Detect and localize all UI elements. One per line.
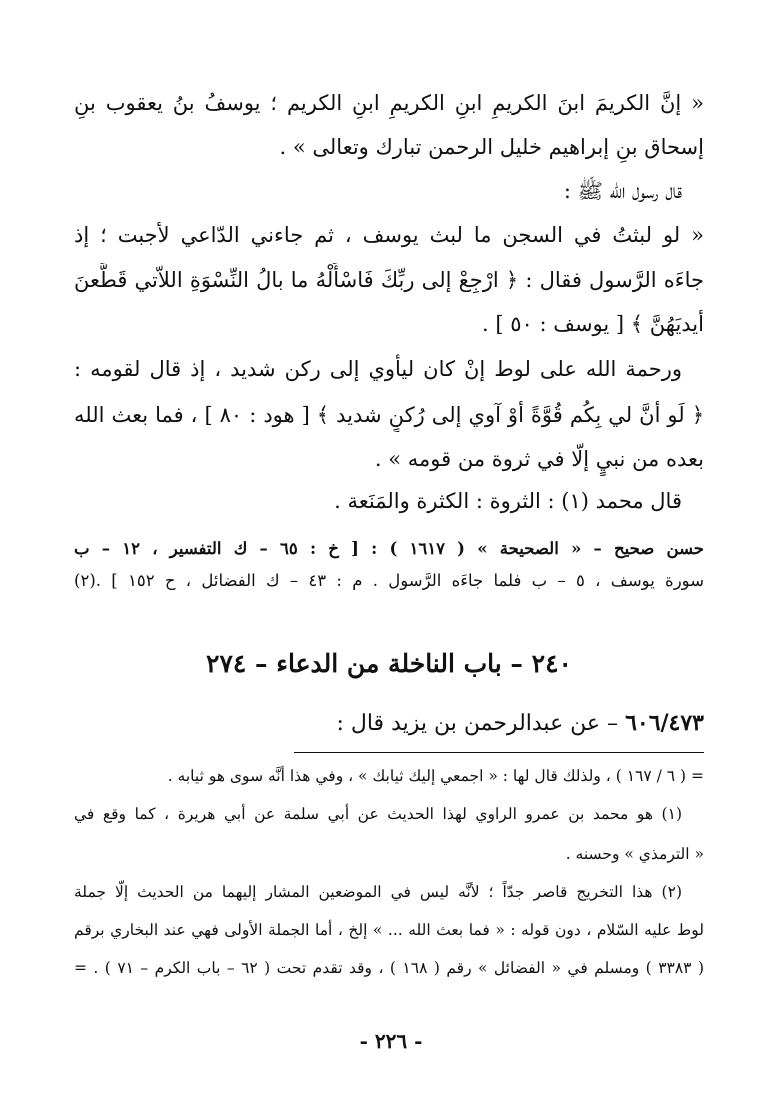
chapter-title: ٢٤٠ – باب الناخلة من الدعاء – ٢٧٤: [206, 649, 572, 678]
hadith-number: ٦٠٦/٤٧٣: [625, 710, 704, 736]
footnote-line-2: (١) هو محمد بن عمرو الراوي لهذا الحديث عن أبي سلمة عن أبي هريرة ، كما وقع في: [74, 805, 682, 823]
text-line-4: « لو لبثتُ في السجن ما لبث يوسف ، ثم جاءني الدّاعي لأجبت ؛ إذ: [74, 223, 704, 247]
footnote-line-6: ( ٣٣٨٣ ) ومسلم في « الفضائل » رقم ( ١٦٨ ) ، وقد تقدم تحت ( ٦٢ – باب الكرم – ٧١ ) . =: [74, 959, 704, 977]
text-line-8: ﴿ لَو أنَّ لي بِكُم قُوَّةً أوْ آوي إلى رُكنٍ شديد ﴾ [ هود : ٨٠ ] ، فما بعث الله: [74, 403, 704, 427]
text-line-1: « إنَّ الكريمَ ابنَ الكريمِ ابنِ الكريمِ ابنِ الكريم ؛ يوسفُ بنُ يعقوب بنِ: [74, 91, 704, 115]
text-line-6: أيديَهُنَّ ﴾ [ يوسف : ٥٠ ] .: [482, 312, 704, 336]
footnote-line-3: « الترمذي » وحسنه .: [565, 845, 704, 863]
footnote-line-5: لوط عليه السّلام ، دون قوله : « فما بعث الله ... » إلخ ، أما الجملة الأولى فهي عند البخاري برقم: [74, 921, 704, 939]
text-line-3: قال رسول الله ﷺ :: [563, 179, 682, 203]
text-line-5: جاءَه الرَّسول فقال : ﴿ ارْجِعْ إلى ربِّكَ فَاسْأَلْهُ ما بالُ النِّسْوَةِ اللاّتي قَطَّعنَ: [74, 268, 704, 292]
footnote-line-1: = ( ٦ / ١٦٧ ) ، ولذلك قال لها : « اجمعي إليك ثيابك » ، وفي هذا أنَّه سوى هو ثيابه .: [167, 767, 704, 785]
text-line-7: ورحمة الله على لوط إنْ كان ليأوي إلى ركن شديد ، إذ قال لقومه :: [74, 357, 682, 381]
text-line-9: بعده من نبيٍ إلّا في ثروة من قومه » .: [374, 447, 704, 471]
hadith-heading: [336, 706, 704, 741]
text-line-10: قال محمد (١) : الثروة : الكثرة والمَنَعة .: [334, 489, 682, 513]
grading-text: حسن صحيح – « الصحيحة » ( ١٦١٧ ) : [ خ : ٦٥ – ك التفسير ، ١٢ – ب: [74, 539, 704, 558]
footnote-line-4: (٢) هذا التخريج قاصر جدّاً ؛ لأنَّه ليس في الموضعين المشار إليهما من الحديث إلّا جملة: [74, 883, 682, 901]
hadith-intro: – عن عبدالرحمن بن يزيد قال :: [336, 711, 619, 736]
grading-line-1: [74, 536, 704, 562]
page-number: - ٢٢٦ -: [359, 1029, 423, 1053]
footnote-divider: [294, 752, 704, 753]
grading-line-2: سورة يوسف ، ٥ – ب فلما جاءَه الرَّسول . م : ٤٣ – ك الفضائل ، ح ١٥٢ ] .(٢): [74, 571, 704, 590]
text-line-2: إسحاق بنِ إبراهيم خليل الرحمن تبارك وتعالى » .: [279, 135, 704, 159]
